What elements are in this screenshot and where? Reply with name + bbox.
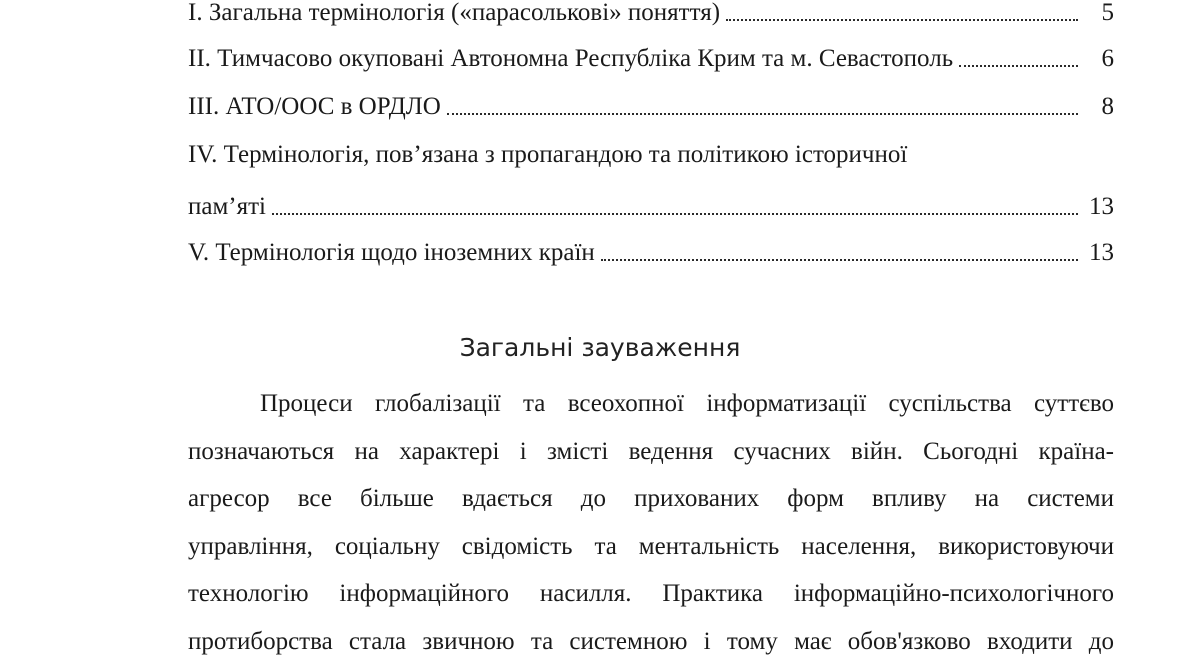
toc-item-page: 13 [1089,239,1114,266]
section-heading: Загальні зауваження [459,333,741,362]
toc-item-5[interactable] [188,222,1114,268]
body-paragraph [188,380,1114,665]
paragraph-line: агресор все більше вдається до прихованих форм впливу на системи [188,485,1114,512]
paragraph-line: Процеси глобалізації та всеохопної інформатизації суспільства суттєво [260,390,1114,417]
toc-dot-leader [447,92,1078,122]
toc-item-3[interactable] [188,76,1114,122]
paragraph-line: технологію інформаційного насилля. Практика інформаційно-психологічного [188,580,1114,607]
toc-item-title: V. Термінологія щодо іноземних країн [188,239,595,266]
paragraph-line: позначаються на характері і змісті ведення сучасних війн. Сьогодні країна- [188,437,1114,465]
toc-item-page: 8 [1101,93,1114,120]
toc-dot-leader [959,44,1078,74]
toc-item-title: II. Тимчасово окуповані Автономна Республіка Крим та м. Севастополь [188,45,954,72]
toc-item-page: 13 [1089,193,1114,220]
toc-item-title-line2: пам’яті [188,193,266,220]
paragraph-line: протиборства стала звичною та системною і тому має обов'язково входити до [188,627,1114,655]
toc-item-2[interactable] [188,28,1114,74]
toc-dot-leader [601,238,1078,268]
toc-item-title: III. АТО/ООС в ОРДЛО [188,93,441,120]
toc-dot-leader [726,0,1078,28]
toc-item-title-line1: IV. Термінологія, пов’язана з пропагандою та політикою історичної [188,141,908,168]
toc-item-page: 5 [1101,0,1114,26]
toc-item-title: I. Загальна термінологія («парасолькові» поняття) [188,0,721,26]
toc-item-4-line2 [188,176,1114,222]
toc-item-4[interactable] [188,140,1114,222]
paragraph-line: управління, соціальну свідомість та ментальність населення, використовуючи [188,532,1114,560]
toc-item-1[interactable] [188,0,1114,28]
toc-dot-leader [272,192,1078,222]
toc-item-page: 6 [1101,45,1114,72]
